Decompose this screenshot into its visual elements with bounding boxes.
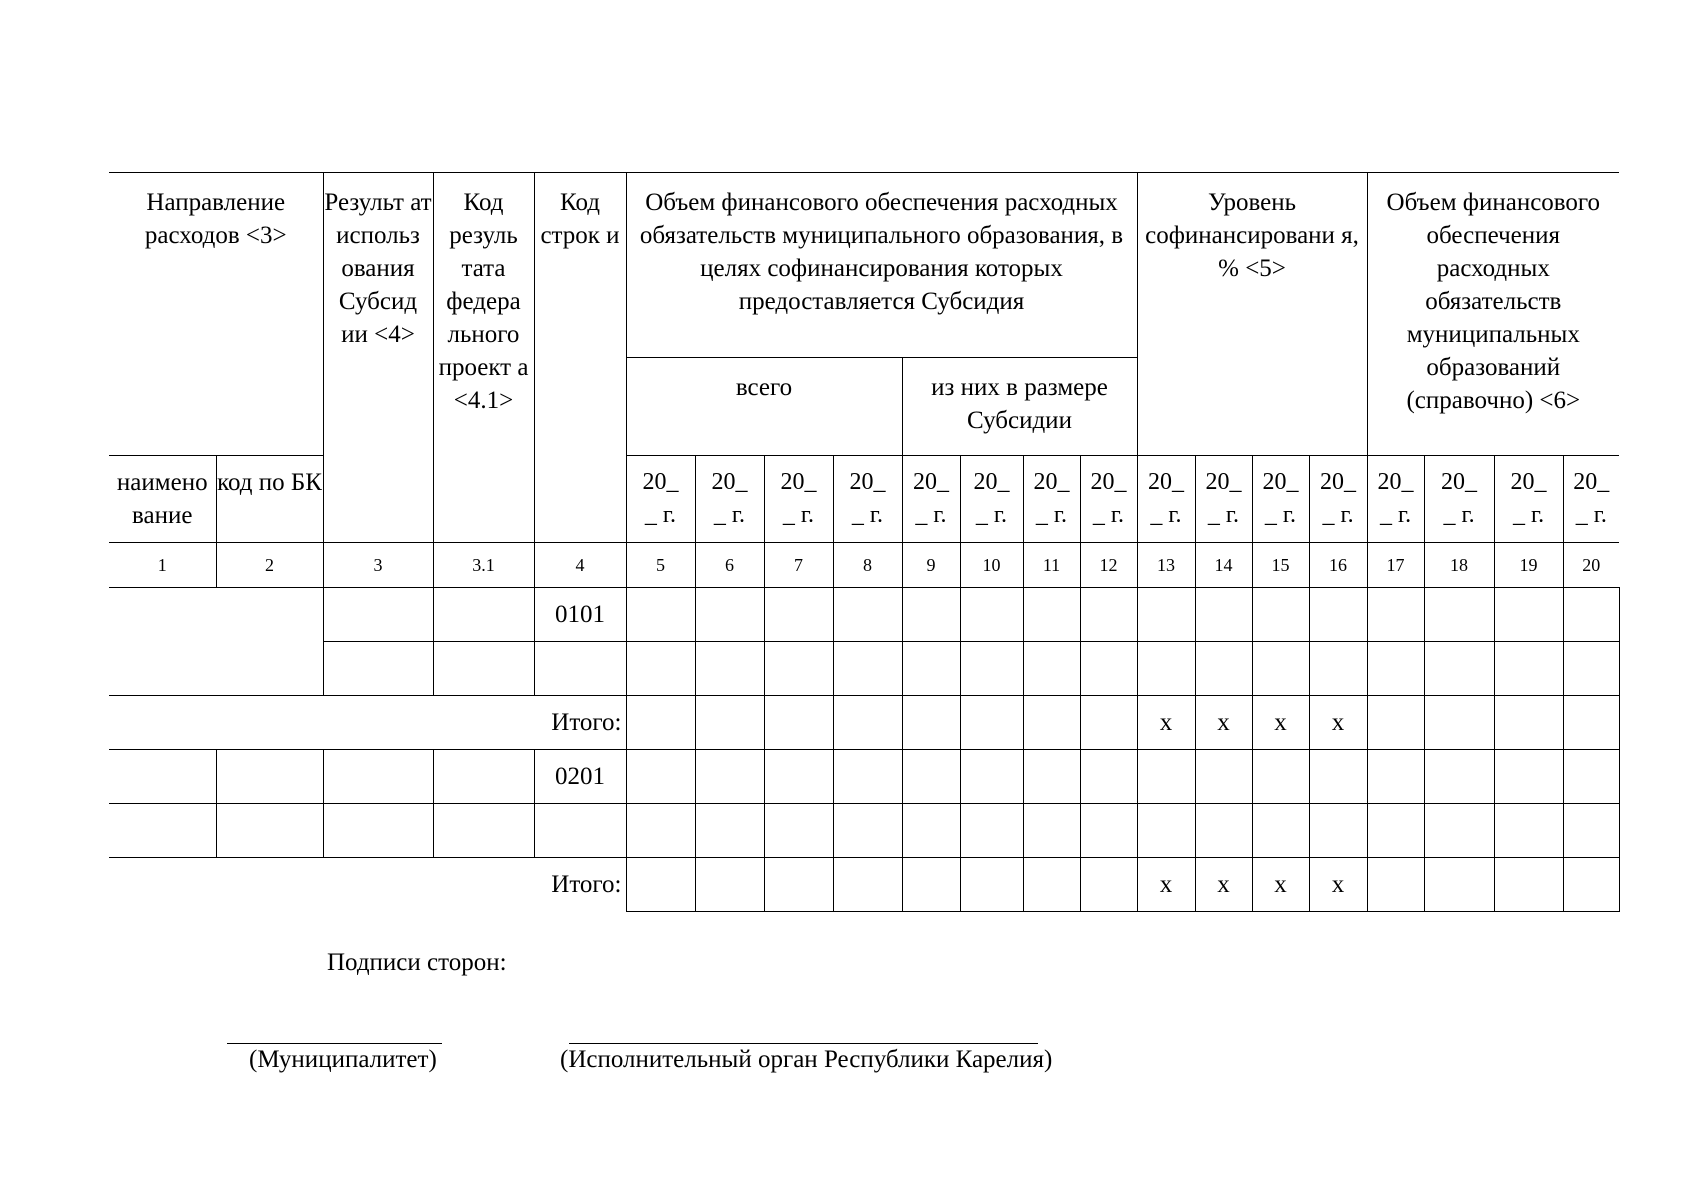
column-number: 1: [109, 543, 216, 588]
column-number: 10: [960, 543, 1023, 588]
x-mark: x: [1195, 858, 1252, 912]
municipality-signature-line: [227, 1043, 442, 1044]
year-label-bottom: _ г.: [1575, 502, 1607, 528]
data-cell: [1252, 804, 1309, 858]
data-cell: [695, 696, 764, 750]
year-label-top: 20_: [1033, 469, 1070, 495]
data-cell: [1195, 804, 1252, 858]
data-cell: [1367, 588, 1424, 642]
year-label-top: 20_: [913, 469, 949, 495]
column-number: 7: [764, 543, 833, 588]
year-header-cell: [902, 456, 960, 543]
header-direction: Направление расходов <3>: [109, 173, 323, 456]
year-label-bottom: _ г.: [1443, 502, 1475, 528]
data-cell: [1080, 804, 1137, 858]
x-mark: x: [1309, 858, 1367, 912]
year-header-cell: [695, 456, 764, 543]
cell-direction-code: [216, 804, 323, 858]
data-cell: [626, 750, 695, 804]
data-cell: [626, 588, 695, 642]
row-code-cell: 0101: [534, 588, 626, 642]
data-cell: [626, 858, 695, 912]
data-cell: [1424, 696, 1494, 750]
data-cell: [764, 642, 833, 696]
year-header-cell: [1080, 456, 1137, 543]
column-number: 13: [1137, 543, 1195, 588]
year-label-top: 20_: [1510, 469, 1547, 495]
year-label-top: 20_: [1205, 469, 1242, 495]
data-cell: [1137, 588, 1195, 642]
year-label-top: 20_: [780, 469, 817, 495]
year-label-top: 20_: [1090, 469, 1127, 495]
data-cell: [1137, 804, 1195, 858]
year-label-top: 20_: [1441, 469, 1478, 495]
data-cell: [1023, 804, 1080, 858]
data-cell: [1494, 588, 1563, 642]
data-cell: [1023, 642, 1080, 696]
column-number: 20: [1563, 543, 1619, 588]
year-label-bottom: _ г.: [1512, 502, 1545, 528]
data-cell: [1424, 858, 1494, 912]
column-number: 2: [216, 543, 323, 588]
cell-result-code: [433, 804, 534, 858]
data-cell: [902, 696, 960, 750]
data-cell: [626, 804, 695, 858]
data-cell: [764, 588, 833, 642]
data-cell: [960, 588, 1023, 642]
data-cell: [833, 588, 902, 642]
data-cell: [1424, 750, 1494, 804]
cell-result: [323, 588, 433, 642]
column-number: 9: [902, 543, 960, 588]
data-cell: [1195, 588, 1252, 642]
data-cell: [1494, 804, 1563, 858]
year-label-top: 20_: [711, 469, 748, 495]
year-label-bottom: _ г.: [1207, 502, 1240, 528]
year-header-cell: [1252, 456, 1309, 543]
cell-result-code: [433, 750, 534, 804]
data-cell: [764, 750, 833, 804]
data-cell: [1080, 696, 1137, 750]
year-label-top: 20_: [1377, 469, 1414, 495]
header-row-code: Код строк и: [534, 173, 626, 543]
data-cell: [902, 750, 960, 804]
data-cell: [1023, 858, 1080, 912]
data-cell: [1563, 804, 1619, 858]
year-header-cell: [1309, 456, 1367, 543]
header-volume: Объем финансового обеспечения расходных обязательств муниципального образования, в целях софинансирования которых предоставляется Субсидия: [626, 173, 1137, 358]
data-cell: [1309, 804, 1367, 858]
data-cell: [833, 696, 902, 750]
data-cell: [695, 804, 764, 858]
year-header-cell: [1195, 456, 1252, 543]
data-cell: [1494, 858, 1563, 912]
data-cell: [1367, 858, 1424, 912]
column-number: 14: [1195, 543, 1252, 588]
header-result-code: Код резуль тата федера льного проект а <4.1>: [433, 173, 534, 543]
year-label-top: 20_: [973, 469, 1010, 495]
cell-direction-code: [216, 750, 323, 804]
data-cell: [1494, 750, 1563, 804]
data-cell: [960, 858, 1023, 912]
x-mark: x: [1137, 858, 1195, 912]
year-label-bottom: _ г.: [1379, 502, 1412, 528]
municipality-caption: (Муниципалитет): [249, 1046, 437, 1073]
data-cell: [833, 642, 902, 696]
column-number: 8: [833, 543, 902, 588]
cell-result: [323, 804, 433, 858]
data-cell: [960, 750, 1023, 804]
total-label: Итого:: [109, 858, 626, 912]
data-cell: [1137, 642, 1195, 696]
data-cell: [626, 696, 695, 750]
cell-direction-name: [109, 750, 216, 804]
executive-signature-line: [569, 1043, 1038, 1044]
year-label-bottom: _ г.: [1150, 502, 1182, 528]
year-label-top: 20_: [849, 469, 886, 495]
data-cell: [1563, 588, 1619, 642]
column-number: 19: [1494, 543, 1563, 588]
data-cell: [695, 858, 764, 912]
cell-result: [323, 642, 433, 696]
subsidy-table: [109, 172, 1620, 912]
executive-body-caption: (Исполнительный орган Республики Карелия): [560, 1046, 1053, 1073]
data-cell: [902, 858, 960, 912]
row-code-cell: 0201: [534, 750, 626, 804]
year-label-top: 20_: [1148, 469, 1184, 495]
data-cell: [902, 588, 960, 642]
data-cell: [1137, 750, 1195, 804]
column-number: 6: [695, 543, 764, 588]
data-cell: [960, 804, 1023, 858]
year-header-cell: [833, 456, 902, 543]
data-cell: [1309, 750, 1367, 804]
x-mark: x: [1252, 696, 1309, 750]
data-cell: [1309, 588, 1367, 642]
x-mark: x: [1195, 696, 1252, 750]
data-cell: [1252, 750, 1309, 804]
cell-result-code: [433, 642, 534, 696]
year-label-top: 20_: [1320, 469, 1357, 495]
year-label-bottom: _ г.: [851, 502, 884, 528]
column-number: 5: [626, 543, 695, 588]
header-result: Результ ат использ ования Субсид ии <4>: [323, 173, 433, 543]
data-cell: [1080, 858, 1137, 912]
data-cell: [1367, 696, 1424, 750]
signatures-label: Подписи сторон:: [327, 949, 507, 976]
year-label-bottom: _ г.: [782, 502, 815, 528]
year-header-cell: [626, 456, 695, 543]
data-cell: [1367, 750, 1424, 804]
row-code-cell: [534, 804, 626, 858]
column-number: 18: [1424, 543, 1494, 588]
year-label-bottom: _ г.: [1264, 502, 1297, 528]
year-header-cell: [1424, 456, 1494, 543]
year-label-bottom: _ г.: [915, 502, 947, 528]
data-cell: [1563, 858, 1619, 912]
data-cell: [1252, 642, 1309, 696]
data-cell: [1563, 696, 1619, 750]
column-number: 3.1: [433, 543, 534, 588]
cell-result: [323, 750, 433, 804]
year-header-cell: [1494, 456, 1563, 543]
data-cell: [695, 750, 764, 804]
data-cell: [1424, 588, 1494, 642]
column-number: 4: [534, 543, 626, 588]
year-label-bottom: _ г.: [1035, 502, 1068, 528]
column-number: 16: [1309, 543, 1367, 588]
data-cell: [1023, 696, 1080, 750]
year-label-bottom: _ г.: [1322, 502, 1354, 528]
data-cell: [833, 804, 902, 858]
data-cell: [695, 642, 764, 696]
data-cell: [1080, 750, 1137, 804]
year-header-cell: [960, 456, 1023, 543]
data-cell: [1367, 804, 1424, 858]
year-header-cell: [764, 456, 833, 543]
header-direction-name: наимено вание: [109, 456, 216, 543]
data-cell: [902, 804, 960, 858]
column-number: 15: [1252, 543, 1309, 588]
x-mark: x: [1309, 696, 1367, 750]
data-cell: [1563, 750, 1619, 804]
column-number: 12: [1080, 543, 1137, 588]
year-label-bottom: _ г.: [1092, 502, 1125, 528]
year-label-bottom: _ г.: [644, 502, 677, 528]
cell-direction-name: [109, 804, 216, 858]
data-cell: [1080, 588, 1137, 642]
data-cell: [764, 858, 833, 912]
column-number: 3: [323, 543, 433, 588]
year-label-top: 20_: [642, 469, 679, 495]
data-cell: [833, 750, 902, 804]
year-label-bottom: _ г.: [713, 502, 746, 528]
data-cell: [1563, 642, 1619, 696]
header-reference: Объем финансового обеспечения расходных обязательств муниципальных образований (справочно) <6>: [1367, 173, 1619, 456]
data-cell: [902, 642, 960, 696]
data-cell: [1367, 642, 1424, 696]
header-cofinancing: Уровень софинансировани я, % <5>: [1137, 173, 1367, 456]
data-cell: [1195, 642, 1252, 696]
cell-direction-merged: [109, 588, 323, 696]
year-header-cell: [1367, 456, 1424, 543]
data-cell: [1195, 750, 1252, 804]
year-label-top: 20_: [1573, 469, 1610, 495]
data-cell: [1494, 642, 1563, 696]
total-label: Итого:: [109, 696, 626, 750]
x-mark: x: [1137, 696, 1195, 750]
data-cell: [1424, 804, 1494, 858]
year-header-cell: [1137, 456, 1195, 543]
header-direction-code: код по БК: [216, 456, 323, 543]
header-volume-subsidy: из них в размере Субсидии: [902, 358, 1137, 456]
year-label-bottom: _ г.: [975, 502, 1008, 528]
data-cell: [1080, 642, 1137, 696]
data-cell: [1023, 588, 1080, 642]
data-cell: [764, 696, 833, 750]
data-cell: [960, 696, 1023, 750]
header-volume-total: всего: [626, 358, 902, 456]
year-label-top: 20_: [1262, 469, 1299, 495]
data-cell: [626, 642, 695, 696]
cell-result-code: [433, 588, 534, 642]
column-number: 11: [1023, 543, 1080, 588]
data-cell: [764, 804, 833, 858]
data-cell: [1252, 588, 1309, 642]
data-cell: [1309, 642, 1367, 696]
year-header-cell: [1563, 456, 1619, 543]
year-header-cell: [1023, 456, 1080, 543]
x-mark: x: [1252, 858, 1309, 912]
column-number: 17: [1367, 543, 1424, 588]
data-cell: [1023, 750, 1080, 804]
data-cell: [695, 588, 764, 642]
data-cell: [1494, 696, 1563, 750]
row-code-cell: [534, 642, 626, 696]
data-cell: [833, 858, 902, 912]
data-cell: [960, 642, 1023, 696]
data-cell: [1424, 642, 1494, 696]
